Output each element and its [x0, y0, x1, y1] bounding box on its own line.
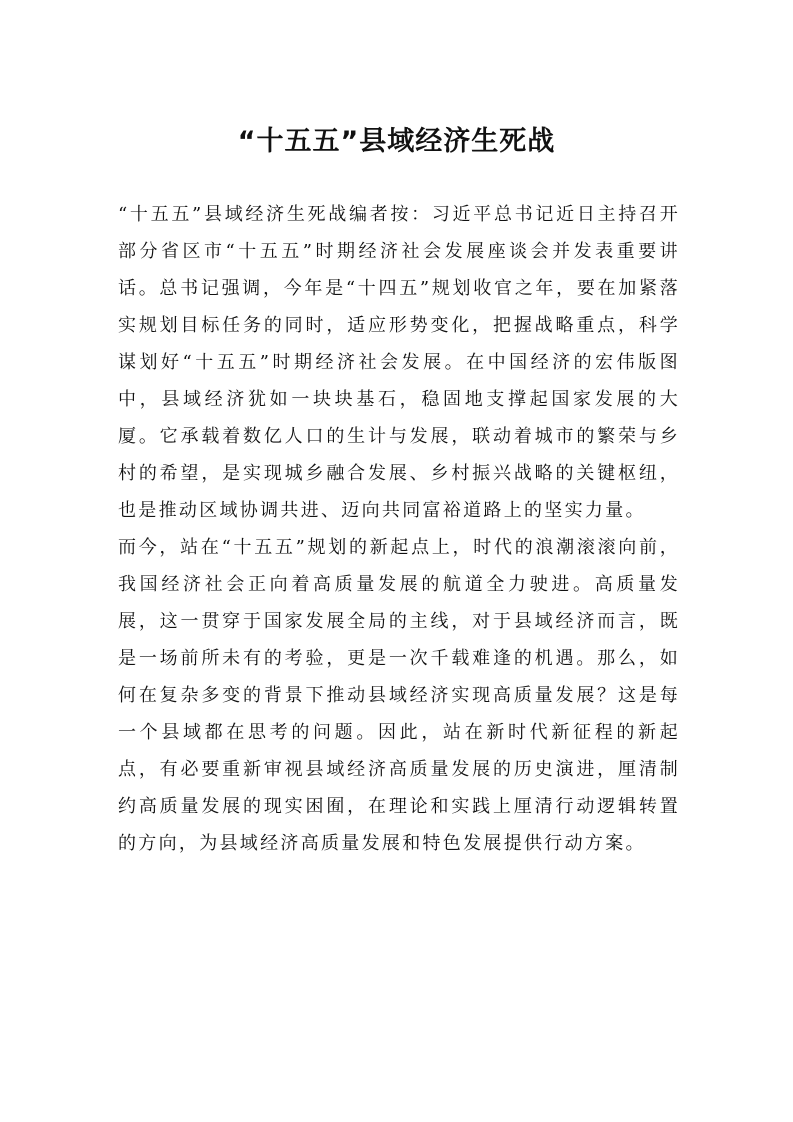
- paragraph-editor-note: “十五五”县域经济生死战编者按：习近平总书记近日主持召开部分省区市“十五五”时期经济社会发展座谈会并发表重要讲话。总书记强调，今年是“十四五”规划收官之年，要在加紧落实规划目标任务的同时，适应形势变化，把握战略重点，科学谋划好“十五五”时期经济社会发展。在中国经济的宏伟版图中，县域经济犹如一块块基石，稳固地支撑起国家发展的大厦。它承载着数亿人口的生计与发展，联动着城市的繁荣与乡村的希望，是实现城乡融合发展、乡村振兴战略的关键枢纽，也是推动区域协调共进、迈向共同富裕道路上的坚实力量。: [118, 204, 680, 521]
- document-title: “十五五”县域经济生死战: [237, 126, 556, 157]
- document-body: [118, 196, 680, 862]
- paragraph-high-quality-development: 而今，站在“十五五”规划的新起点上，时代的浪潮滚滚向前，我国经济社会正向着高质量发展的航道全力驶进。高质量发展，这一贯穿于国家发展全局的主线，对于县域经济而言，既是一场前所未有的考验，更是一次千载难逢的机遇。那么，如何在复杂多变的背景下推动县域经济实现高质量发展？这是每一个县域都在思考的问题。因此，站在新时代新征程的新起点，有必要重新审视县域经济高质量发展的历史演进，厘清制约高质量发展的现实困囿，在理论和实践上厘清行动逻辑转置的方向，为县域经济高质量发展和特色发展提供行动方案。: [118, 537, 680, 854]
